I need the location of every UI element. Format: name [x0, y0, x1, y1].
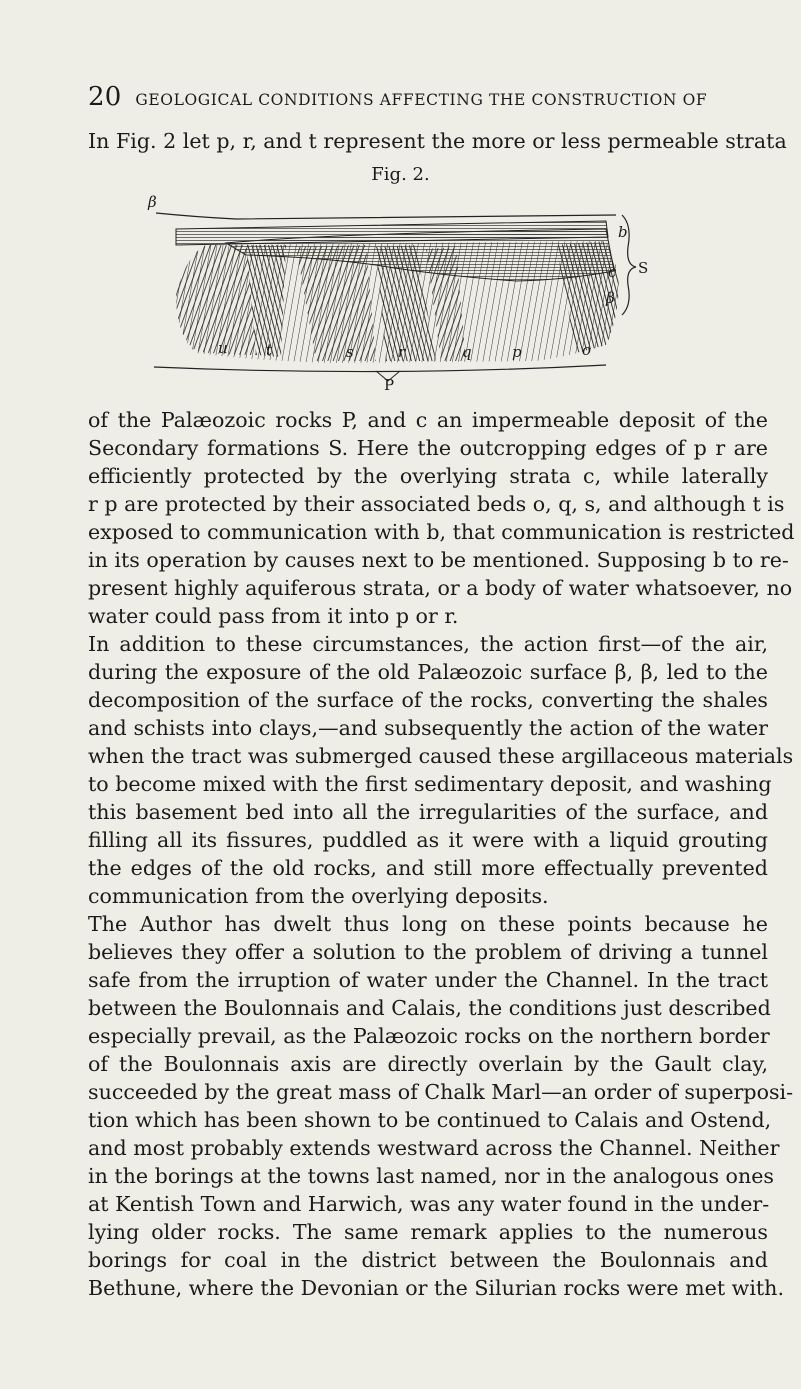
label-S: S — [638, 259, 649, 277]
label-o: o — [582, 341, 592, 359]
text-line: especially prevail, as the Palæozoic rocks on the northern border — [88, 1024, 770, 1048]
text-line: The Author has dwelt thus long on these points because he — [88, 912, 768, 936]
text-line: borings for coal in the district between the Boulonnais and — [88, 1248, 768, 1272]
text-line: and schists into clays,—and subsequently the action of the water — [88, 716, 768, 740]
label-p: p — [512, 343, 522, 361]
text-line: exposed to communication with b, that communication is restricted — [88, 520, 795, 544]
text-line: Secondary formations S. Here the outcropping edges of p r are — [88, 436, 768, 460]
geological-section-figure — [136, 185, 651, 390]
text-line: present highly aquiferous strata, or a body of water whatsoever, no — [88, 576, 793, 600]
text-line: and most probably extends westward across the Channel. Neither — [88, 1136, 780, 1160]
text-line: at Kentish Town and Harwich, was any water found in the under- — [88, 1192, 770, 1216]
running-head — [88, 82, 768, 112]
label-u: u — [218, 339, 228, 357]
label-c: c — [608, 263, 617, 281]
text-line: to become mixed with the first sedimentary deposit, and washing — [88, 772, 772, 796]
text-line: r p are protected by their associated beds o, q, s, and although t is — [88, 492, 785, 516]
text-line: efficiently protected by the overlying strata c, while laterally — [88, 464, 768, 488]
surface-line — [156, 213, 616, 219]
text-line: in the borings at the towns last named, nor in the analogous ones — [88, 1164, 774, 1188]
text-line: In addition to these circumstances, the action first—of the air, — [88, 632, 768, 656]
label-q: q — [462, 343, 472, 361]
label-b: b — [618, 223, 628, 241]
text-line: Bethune, where the Devonian or the Silurian rocks were met with. — [88, 1276, 784, 1300]
text-line: communication from the overlying deposits. — [88, 884, 549, 908]
page-number: 20 — [88, 82, 122, 112]
label-s: s — [346, 343, 354, 361]
text-line: succeeded by the great mass of Chalk Marl—an order of superposi- — [88, 1080, 794, 1104]
text-line: of the Boulonnais axis are directly overlain by the Gault clay, — [88, 1052, 768, 1076]
text-line: the edges of the old rocks, and still more effectually prevented — [88, 856, 768, 880]
text-line: safe from the irruption of water under the Channel. In the tract — [88, 968, 768, 992]
text-line: In Fig. 2 let p, r, and t represent the more or less permeable strata — [88, 129, 787, 153]
text-line: during the exposure of the old Palæozoic surface β, β, led to the — [88, 660, 768, 684]
text-line: this basement bed into all the irregularities of the surface, and — [88, 800, 768, 824]
running-title: GEOLOGICAL CONDITIONS AFFECTING THE CONSTRUCTION OF — [135, 91, 708, 109]
label-P: P — [384, 376, 395, 390]
text-line: water could pass from it into p or r. — [88, 604, 459, 628]
label-t: t — [266, 341, 273, 359]
text-line: tion which has been shown to be continued to Calais and Ostend, — [88, 1108, 772, 1132]
figure-caption: Fig. 2. — [371, 164, 430, 185]
text-line: lying older rocks. The same remark applies to the numerous — [88, 1220, 768, 1244]
text-line: believes they offer a solution to the problem of driving a tunnel — [88, 940, 768, 964]
text-line: of the Palæozoic rocks P, and c an impermeable deposit of the — [88, 408, 768, 432]
label-r: r — [398, 343, 406, 361]
base-curve — [154, 365, 606, 372]
stratum-u — [176, 245, 256, 355]
label-beta-right: β — [606, 289, 615, 307]
text-line: decomposition of the surface of the rocks, converting the shales — [88, 688, 768, 712]
text-line: between the Boulonnais and Calais, the conditions just described — [88, 996, 771, 1020]
text-line: when the tract was submerged caused these argillaceous materials — [88, 744, 794, 768]
label-beta-top: β — [148, 193, 157, 211]
text-line: filling all its fissures, puddled as it were with a liquid grouting — [88, 828, 768, 852]
text-line: in its operation by causes next to be mentioned. Supposing b to re- — [88, 548, 789, 572]
